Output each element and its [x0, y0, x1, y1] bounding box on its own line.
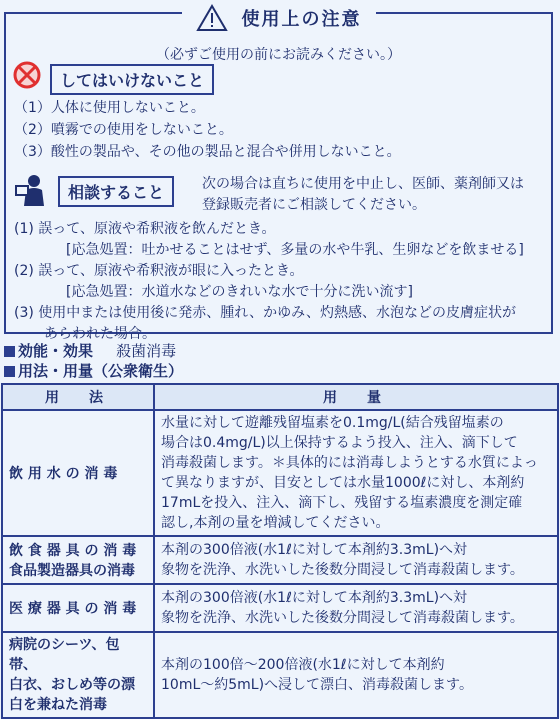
- dont-item-3: （3）酸性の製品や、その他の製品と混合や併用しないこと。: [14, 144, 401, 160]
- amount-cell: [154, 632, 558, 718]
- method-line: 白を兼ねた消毒: [9, 697, 107, 713]
- method-cell: [2, 584, 154, 632]
- table-row: [2, 536, 558, 584]
- col-amount-header: 用 量: [154, 384, 558, 410]
- dont-item-1: （1）人体に使用しないこと。: [14, 100, 205, 116]
- table-row: [2, 584, 558, 632]
- amount-line: 認し,本剤の量を増減してください。: [161, 515, 390, 531]
- caution-title-row: [6, 4, 551, 36]
- amount-line: 場合は0.4mg/L)以上保持するよう投入、注入、滴下して: [161, 435, 518, 451]
- amount-line: 17mLを投入、注入、滴下し、残留する塩素濃度を測定確: [161, 495, 523, 511]
- amount-line: て異なりますが、目安としては水量1000ℓに対し、本剤約: [161, 475, 525, 491]
- consult-line-1: (1) 誤って、原液や希釈液を飲んだとき。: [14, 221, 276, 237]
- consult-first-aid-2: [応急処置：水道水などのきれいな水で十分に洗い流す]: [66, 284, 413, 300]
- usage-heading-row: [4, 360, 183, 381]
- usage-heading: 用法・用量（公衆衛生）: [18, 362, 184, 380]
- col-method-header: 用 法: [2, 384, 154, 410]
- bullet-square-icon: [4, 346, 15, 357]
- efficacy-label: 効能・効果: [18, 342, 94, 360]
- caution-subtitle: （必ずご使用の前にお読みください。）: [156, 47, 401, 63]
- amount-line: 10mL～約5mL)へ浸して漂白、消毒殺菌します。: [161, 677, 473, 693]
- method-line: 飲 食 器 具 の 消 毒: [9, 543, 137, 559]
- amount-line: 象物を洗浄、水洗いした後数分間浸して消毒殺菌します。: [161, 610, 524, 626]
- consult-line-3: (3) 使用中または使用後に発赤、腫れ、かゆみ、灼熱感、水泡などの皮膚症状が: [14, 305, 516, 321]
- method-line: 食品製造器具の消毒: [9, 563, 135, 579]
- dont-item-2: （2）噴霧での使用をしないこと。: [14, 122, 233, 138]
- dont-heading: してはいけないこと: [50, 64, 214, 95]
- method-cell: [2, 632, 154, 718]
- amount-line: 本剤の300倍液(水1ℓに対して本剤約3.3mL)へ対: [161, 590, 468, 606]
- amount-cell: [154, 410, 558, 536]
- consult-line-2: (2) 誤って、原液や希釈液が眼に入ったとき。: [14, 263, 304, 279]
- amount-cell: [154, 584, 558, 632]
- table-row: [2, 410, 558, 536]
- consult-intro-line1: 次の場合は直ちに使用を中止し、医師、薬剤師又は: [202, 176, 524, 192]
- bullet-square-icon: [4, 366, 15, 377]
- table-header-row: [2, 384, 558, 410]
- consult-intro-line2: 登録販売者にご相談してください。: [202, 197, 426, 213]
- amount-line: 消毒殺菌します。＊具体的には消毒しようとする水質によっ: [161, 455, 538, 471]
- caution-title: 使用上の注意: [241, 9, 362, 30]
- table-row: [2, 632, 558, 718]
- method-cell: [2, 410, 154, 536]
- method-line: 医 療 器 具 の 消 毒: [9, 601, 137, 617]
- usage-table: [1, 383, 559, 719]
- amount-line: 本剤の300倍液(水1ℓに対して本剤約3.3mL)へ対: [161, 542, 468, 558]
- efficacy-row: [4, 340, 176, 361]
- method-line: 病院のシーツ、包帯、: [9, 637, 120, 673]
- amount-cell: [154, 536, 558, 584]
- pharmacist-icon: [14, 172, 50, 208]
- amount-line: 水量に対して遊離残留塩素を0.1mg/L(結合残留塩素の: [161, 415, 504, 431]
- method-line: 白衣、おしめ等の漂: [9, 677, 135, 693]
- consult-line-3-cont: あらわれた場合。: [44, 326, 156, 342]
- efficacy-value: 殺菌消毒: [116, 342, 177, 360]
- method-cell: [2, 536, 154, 584]
- caution-box: [4, 9, 553, 342]
- amount-line: 本剤の100倍～200倍液(水1ℓに対して本剤約: [161, 657, 445, 673]
- prohibition-icon: [12, 60, 42, 90]
- method-line: 飲 用 水 の 消 毒: [9, 466, 118, 482]
- warning-icon: [196, 4, 228, 32]
- consult-heading: 相談すること: [58, 176, 174, 207]
- consult-first-aid-1: [応急処置：吐かせることはせず、多量の水や牛乳、生卵などを飲ませる]: [66, 242, 524, 258]
- amount-line: 象物を洗浄、水洗いした後数分間浸して消毒殺菌します。: [161, 562, 524, 578]
